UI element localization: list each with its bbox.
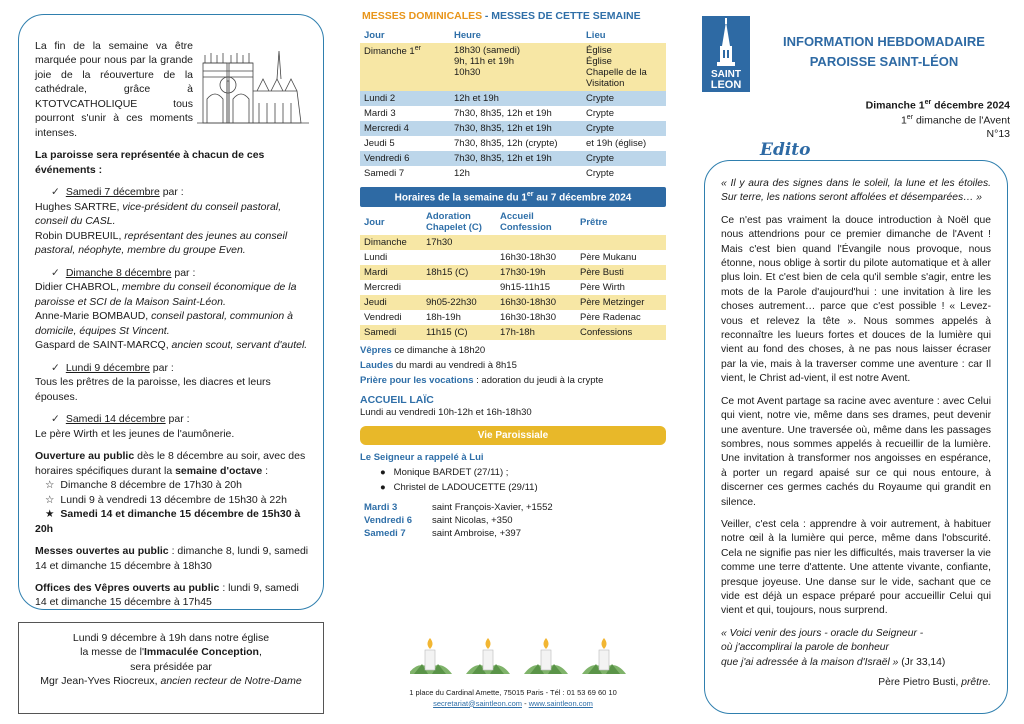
vocations-note: Prière pour les vocations : adoration du jeudi à la crypte — [360, 374, 604, 386]
star-icon: ★ — [45, 508, 55, 521]
event-sun8: ✓ Dimanche 8 décembre par : Didier CHABROL, membre du conseil économique de la paroisse et SCI de la Maison Saint-Léon. Anne-Marie BOMBAUD, conseil pastoral, communion à domicile, équipes St Vincent. Gaspard de SAINT-MARCQ, ancien scout, servant d'autel. — [35, 266, 308, 352]
lauds-note: Laudes du mardi au vendredi à 8h15 — [360, 360, 517, 372]
event-sat7: ✓ Samedi 7 décembre par : Hughes SARTRE, vice-président du conseil pastoral, conseil du CASL. Robin DUBREUIL, représentant des jeunes au conseil pastoral, néophyte, membre du groupe Even. — [35, 186, 288, 257]
intro-text: La fin de la semaine va être marquée pour nous par la grande joie de la réouverture de la cathédrale, grâce à KTOTVCATHOLIQUE tous pourront s'unir à ces moments intenses. — [35, 40, 193, 139]
masses-title: MESSES DOMINICALES - MESSES DE CETTE SEMAINE — [362, 10, 641, 22]
edito-paragraph: Ce mot Avent partage sa racine avec aventure : avec Celui qui vient, notre vie, même dans ses drames, peut devenir une aventure. Une traversée où, même dans les passages sombres, nous sommes appelés à recueillir de la lumière. Une invitation à transformer nos angoisses en espérance, à porter un regard apaisé sur ce qui nous entoure, à discerner ces germes cachés du Royaume qui grandit en silence. — [721, 395, 991, 508]
deceased-item: ● Monique BARDET (27/11) ; — [380, 466, 509, 478]
schedule-column — [360, 10, 666, 540]
saint-row: Samedi 7 saint Ambroise, +397 — [364, 528, 521, 540]
address: 1 place du Cardinal Amette, 75015 Paris - Tél : 01 53 69 60 10 — [409, 688, 617, 697]
masses-header-row: Jour Heure Lieu — [364, 30, 606, 41]
logo-leon: LEON — [710, 79, 742, 91]
hours-row: Dimanche 17h30 — [360, 235, 666, 250]
candle-icon — [524, 638, 568, 674]
saint-row: Mardi 3 saint François-Xavier, +1552 — [364, 502, 553, 514]
star-icon: ☆ — [45, 479, 55, 492]
hours-row: Mardi 18h15 (C) 17h30-19h Père Busti — [360, 265, 666, 280]
edito-closing-quote: « Voici venir des jours - oracle du Seigneur - où j'accomplirai la parole de bonheur que j'ai adressée à la maison d'Israël » (Jr 33,14) — [721, 627, 946, 668]
bulletin-title: INFORMATION HEBDOMADAIRE PAROISSE SAINT-LÉON — [783, 34, 985, 70]
immaculate-conception-box: Lundi 9 décembre à 19h dans notre église la messe de l'Immaculée Conception, sera présidée par Mgr Jean-Yves Riocreux, ancien recteur de Notre-Dame — [18, 622, 324, 714]
mass-row: Vendredi 6 7h30, 8h35, 12h et 19h Crypte — [360, 151, 666, 166]
weekly-hours-bar: Horaires de la semaine du 1er au 7 décembre 2024 — [360, 187, 666, 207]
accueil-title: ACCUEIL LAÏC — [360, 393, 434, 406]
footer: 1 place du Cardinal Amette, 75015 Paris - Tél : 01 53 69 60 10 secretariat@saintleon.com - www.saintleon.com — [360, 688, 666, 709]
saint-row: Vendredi 6 saint Nicolas, +350 — [364, 515, 513, 527]
mass-row: Jeudi 5 7h30, 8h35, 12h (crypte) et 19h (église) — [364, 138, 647, 149]
hours-row: Lundi 16h30-18h30 Père Mukanu — [364, 252, 637, 264]
check-icon: ✓ — [51, 413, 60, 426]
weekly-hours-table — [360, 209, 666, 340]
accueil-hours: Lundi au vendredi 10h-12h et 16h-18h30 — [360, 406, 532, 418]
parish-life-bar: Vie Paroissiale — [360, 426, 666, 445]
star-icon: ☆ — [45, 493, 55, 506]
advent-candles-illustration — [410, 630, 626, 676]
hours-row: Jeudi 9h05-22h30 16h30-18h30 Père Metzinger — [360, 295, 666, 310]
cathedral-illustration — [197, 41, 309, 127]
mass-row: Mardi 3 7h30, 8h35, 12h et 19h Crypte — [364, 108, 614, 119]
edito-paragraph: Ce n'est pas vraiment la douce introduction à Noël que nous attendrions pour ce premier dimanche de l'Avent ! Mais c'est bien quand l'Évangile nous provoque, nous étonne, nous oblige à sortir du pilote automatique et à aller plus loin. Et c'est bien de cela qu'il semble s'agir, entre les mots de la Parole d'aujourd'hui : une invitation à lire les choses autrement… parce que c'est possible ! « Levez-vous et relevez la tête ». Nous sommes appelés à reconnaître les lueurs fortes et douces de la lumière qui vient au fond des choses, à ne pas nous laisser écraser par la vie, mais à la traverser comme une aventure : car Il vient, le Christ ad-vient, il est notre Avent. — [721, 214, 991, 385]
mass-row: Lundi 2 12h et 19h Crypte — [360, 91, 666, 106]
candle-icon — [582, 638, 626, 674]
edito-paragraph: Veiller, c'est cela : apprendre à voir autrement, à habituer notre œil à la lumière qui perce, même dans l'obscurité. Cela ne signifie pas nier les difficultés, mais traverser la vie comme une terre d'attente. Une attente vivante, confiante, presque joyeuse. Une danse sur le vide, sachant que ce vide est déjà un espace préparé pour accueillir Celui qui vient et qui, toujours, nous surprend. — [721, 518, 991, 617]
logo-saint: SAINT — [711, 69, 741, 80]
event-sat14: ✓ Samedi 14 décembre par : Le père Wirth et les jeunes de l'aumônerie. — [35, 413, 235, 440]
edito-quote: « Il y aura des signes dans le soleil, la lune et les étoiles. Sur terre, les nations seront affolées et désemparées… » — [721, 178, 991, 204]
mass-row: Samedi 7 12h Crypte — [364, 168, 614, 179]
check-icon: ✓ — [51, 186, 60, 199]
candle-icon — [410, 638, 452, 674]
vespers-note: Vêpres ce dimanche à 18h20 — [360, 345, 486, 357]
masses-table — [360, 28, 666, 181]
edito-title: Edito — [752, 140, 819, 160]
event-mon9: ✓ Lundi 9 décembre par : Tous les prêtres de la paroisse, les diacres et leurs épouses. — [35, 361, 271, 403]
check-icon: ✓ — [51, 266, 60, 279]
hours-header-row: Jour Adoration Chapelet (C) Accueil Confession Prêtre — [364, 211, 608, 234]
mass-row: Dimanche 1er 18h30 (samedi) 9h, 11h et 19h 10h30 Église Église Chapelle de la Visitation — [360, 43, 666, 91]
website-link[interactable]: www.saintleon.com — [528, 698, 593, 708]
bulletin-date: Dimanche 1er décembre 2024 1er dimanche de l'Avent N°13 — [760, 98, 1010, 142]
vespers-open: Offices des Vêpres ouverts au public : lundi 9, samedi 14 et dimanche 15 décembre à 17h45 — [35, 581, 299, 609]
announcement-panel — [18, 14, 324, 610]
edito-signature: Père Pietro Busti, prêtre. — [878, 677, 991, 688]
parish-logo — [702, 16, 750, 92]
edito-panel — [704, 160, 1008, 714]
hours-row: Samedi 11h15 (C) 17h-18h Confessions — [360, 325, 666, 340]
hours-row: Vendredi 18h-19h 16h30-18h30 Père Radenac — [364, 312, 641, 324]
email-link[interactable]: secretariat@saintleon.com — [433, 698, 522, 708]
public-opening: Ouverture au public dès le 8 décembre au soir, avec des horaires spécifiques durant la semaine d'octave : ☆ Dimanche 8 décembre de 17h30 à 20h ☆ Lundi 9 à vendredi 13 décembre de 15h30 à 22h ★ Samedi 14 et dimanche 15 décembre de 15h30 à 20h — [35, 450, 306, 535]
mass-row: Mercredi 4 7h30, 8h35, 12h et 19h Crypte — [360, 121, 666, 136]
saints-table — [360, 501, 666, 540]
church-tower-icon — [702, 16, 750, 92]
represented-heading: La paroisse sera représentée à chacun de ces événements : — [35, 149, 265, 176]
issue-number: N°13 — [986, 128, 1010, 141]
check-icon: ✓ — [51, 361, 60, 374]
masses-open: Messes ouvertes au public : dimanche 8, lundi 9, samedi 14 et dimanche 15 décembre à 18h30 — [35, 545, 309, 572]
candle-icon — [466, 638, 510, 674]
hours-row: Mercredi 9h15-11h15 Père Wirth — [364, 282, 625, 294]
deceased-item: ● Christel de LADOUCETTE (29/11) — [380, 482, 538, 494]
deceased-heading: Le Seigneur a rappelé à Lui — [360, 451, 484, 463]
